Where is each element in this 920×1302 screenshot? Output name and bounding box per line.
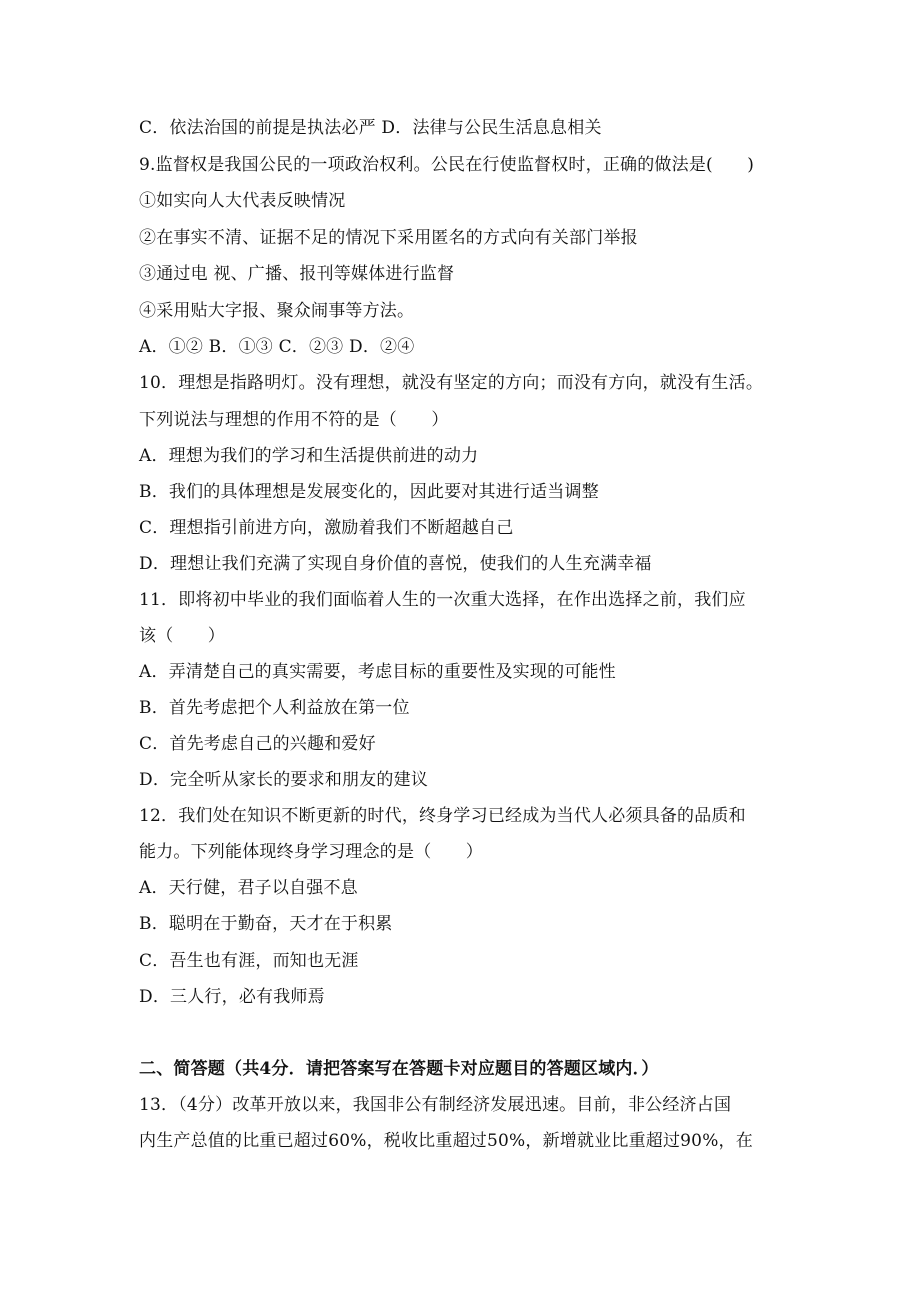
q11-option-a: A．弄清楚自己的真实需要，考虑目标的重要性及实现的可能性 bbox=[139, 662, 616, 682]
q11-option-b: B．首先考虑把个人利益放在第一位 bbox=[139, 698, 410, 718]
q12-stem-line-1: 12．我们处在知识不断更新的时代，终身学习已经成为当代人必须具备的品质和 bbox=[139, 806, 746, 826]
q10-option-c: C．理想指引前进方向，激励着我们不断超越自己 bbox=[139, 518, 514, 538]
q12-option-a: A．天行健，君子以自强不息 bbox=[139, 878, 358, 898]
q13-stem-line-1: 13．（4分）改革开放以来，我国非公有制经济发展迅速。目前，非公经济占国 bbox=[139, 1095, 732, 1115]
section-2-heading: 二、简答题（共4分．请把答案写在答题卡对应题目的答题区域内．） bbox=[139, 1059, 659, 1079]
q12-option-d: D．三人行，必有我师焉 bbox=[139, 987, 325, 1007]
q11-stem-line-2: 该（ ） bbox=[139, 626, 225, 646]
q9-item-1: ①如实向人大代表反映情况 bbox=[139, 191, 346, 211]
q8-option-cd: C．依法治国的前提是执法必严 D．法律与公民生活息息相关 bbox=[139, 118, 602, 138]
q11-option-d: D．完全听从家长的要求和朋友的建议 bbox=[139, 770, 429, 790]
q12-option-b: B．聪明在于勤奋，天才在于积累 bbox=[139, 914, 393, 934]
q12-stem-line-2: 能力。下列能体现终身学习理念的是（ ） bbox=[139, 842, 483, 862]
q10-option-b: B．我们的具体理想是发展变化的，因此要对其进行适当调整 bbox=[139, 482, 599, 502]
q9-item-3: ③通过电 视、广播、报刊等媒体进行监督 bbox=[139, 264, 455, 284]
q11-stem-line-1: 11．即将初中毕业的我们面临着人生的一次重大选择，在作出选择之前，我们应 bbox=[139, 590, 746, 610]
q10-option-a: A．理想为我们的学习和生活提供前进的动力 bbox=[139, 446, 479, 466]
q9-item-4: ④采用贴大字报、聚众闹事等方法。 bbox=[139, 301, 415, 321]
q10-stem-line-1: 10．理想是指路明灯。没有理想，就没有坚定的方向；而没有方向，就没有生活。 bbox=[139, 373, 764, 393]
q9-stem: 9.监督权是我国公民的一项政治权利。公民在行使监督权时，正确的做法是( ) bbox=[139, 155, 755, 175]
q9-options: A．①② B．①③ C．②③ D．②④ bbox=[139, 337, 415, 357]
q9-item-2: ②在事实不清、证据不足的情况下采用匿名的方式向有关部门举报 bbox=[139, 228, 638, 248]
q12-option-c: C．吾生也有涯，而知也无涯 bbox=[139, 951, 359, 971]
q10-stem-line-2: 下列说法与理想的作用不符的是（ ） bbox=[139, 410, 449, 430]
q10-option-d: D．理想让我们充满了实现自身价值的喜悦，使我们的人生充满幸福 bbox=[139, 554, 652, 574]
q13-stem-line-2: 内生产总值的比重已超过60%，税收比重超过50%，新增就业比重超过90%，在 bbox=[139, 1131, 753, 1151]
q11-option-c: C．首先考虑自己的兴趣和爱好 bbox=[139, 734, 376, 754]
